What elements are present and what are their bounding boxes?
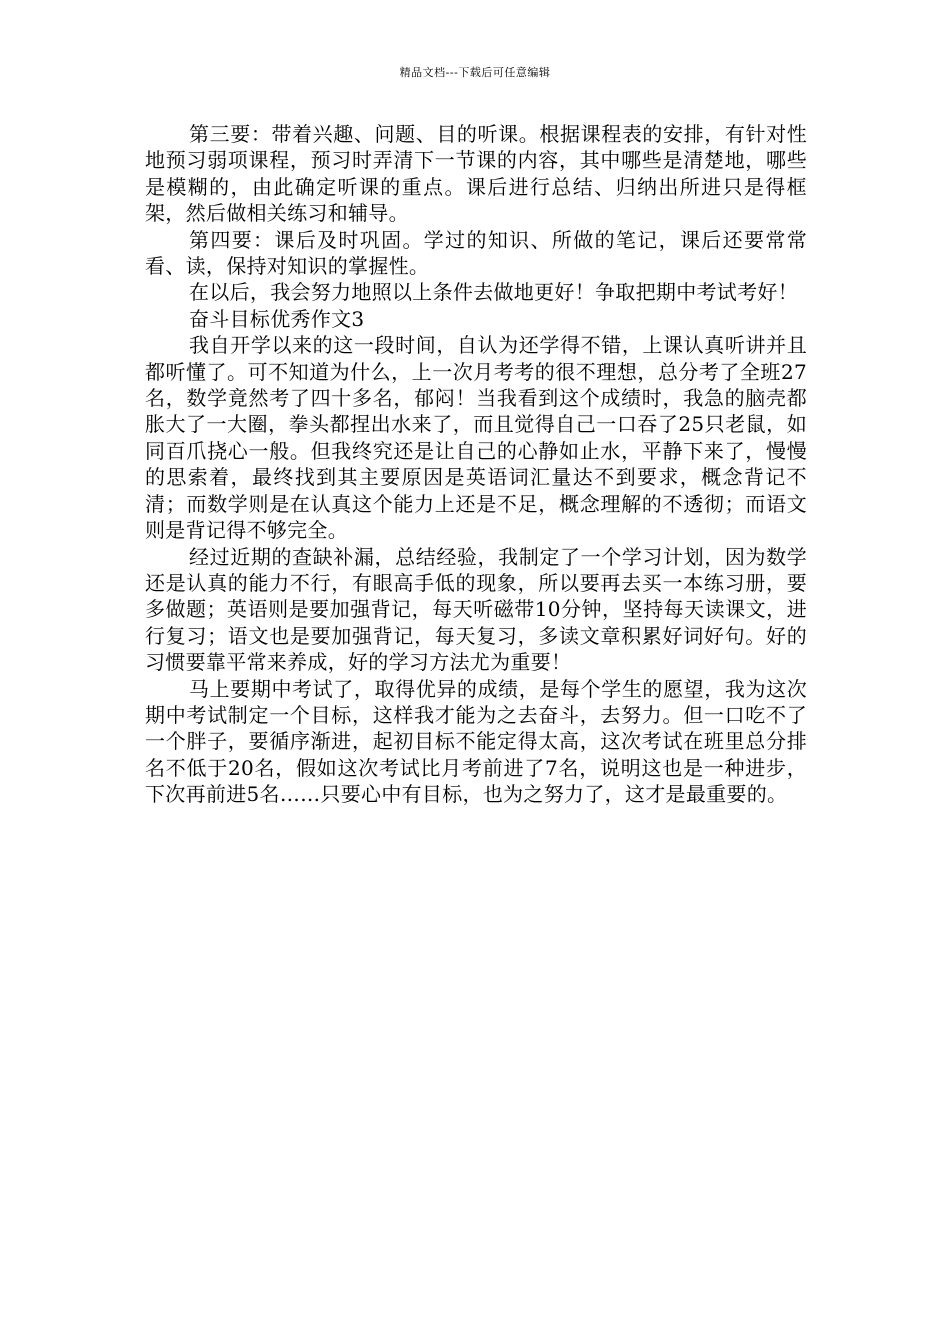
document-body bbox=[145, 121, 807, 808]
paragraph-study-plan: 经过近期的查缺补漏，总结经验，我制定了一个学习计划，因为数学还是认真的能力不行，有眼高手低的现象，所以要再去买一本练习册，要多做题；英语则是要加强背记，每天听磁带10分钟，坚持每天读课文，进行复习；语文也是要加强背记，每天复习，多读文章积累好词好句。好的习惯要靠平常来养成，好的学习方法尤为重要！ bbox=[145, 544, 807, 675]
page-header: 精品文档---下载后可任意编辑 bbox=[399, 66, 551, 79]
paragraph-third-requirement: 第三要：带着兴趣、问题、目的听课。根据课程表的安排，有针对性地预习弱项课程，预习时弄清下一节课的内容，其中哪些是清楚地，哪些是模糊的，由此确定听课的重点。课后进行总结、归纳出所进只是得框架，然后做相关练习和辅导。 bbox=[145, 122, 807, 226]
paragraph-midterm-goal: 马上要期中考试了，取得优异的成绩，是每个学生的愿望，我为这次期中考试制定一个目标，这样我才能为之去奋斗，去努力。但一口吃不了一个胖子，要循序渐进，起初目标不能定得太高，这次考试在班里总分排名不低于20名，假如这次考试比月考前进了7名，说明这也是一种进步，下次再前进5名……只要心中有目标，也为之努力了，这才是最重要的。 bbox=[145, 676, 807, 807]
essay-heading: 奋斗目标优秀作文3 bbox=[189, 306, 365, 331]
paragraph-resolution: 在以后，我会努力地照以上条件去做地更好！争取把期中考试考好！ bbox=[189, 280, 798, 305]
paragraph-monthly-exam: 我自开学以来的这一段时间，自认为还学得不错，上课认真听讲并且都听懂了。可不知道为什么，上一次月考考的很不理想，总分考了全班27名，数学竟然考了四十多名，郁闷！当我看到这个成绩时，我急的脑壳都胀大了一大圈，拳头都捏出水来了，而且觉得自己一口吞了25只老鼠，如同百爪挠心一般。但我终究还是让自己的心静如止水，平静下来了，慢慢的思索着，最终找到其主要原因是英语词汇量达不到要求，概念背记不清；而数学则是在认真这个能力上还是不足，概念理解的不透彻；而语文则是背记得不够完全。 bbox=[145, 333, 807, 543]
paragraph-fourth-requirement: 第四要：课后及时巩固。学过的知识、所做的笔记，课后还要常常看、读，保持对知识的掌握性。 bbox=[145, 227, 807, 279]
